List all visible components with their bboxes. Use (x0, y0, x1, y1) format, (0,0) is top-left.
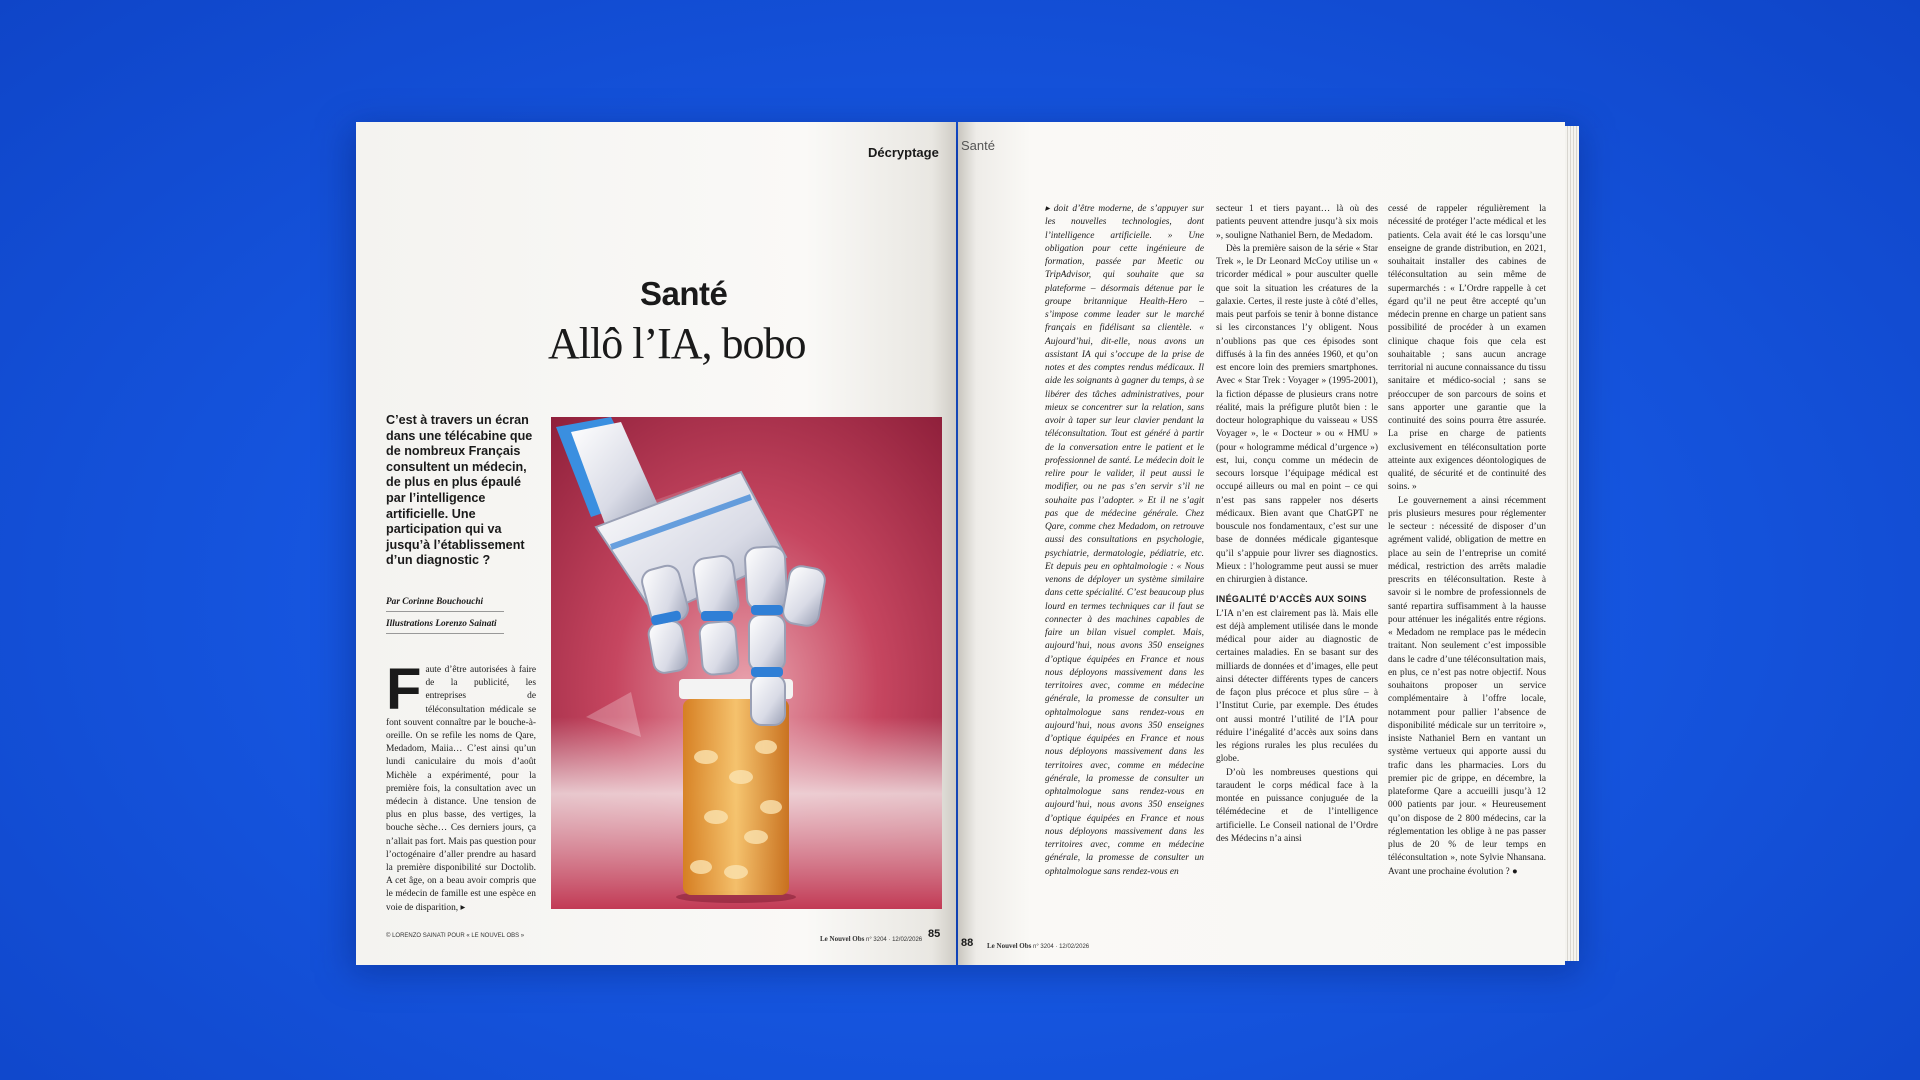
article-intro (386, 657, 536, 915)
byline: Par Corinne Bouchouchi (386, 597, 504, 612)
column-3-para-1: cessé de rappeler régulièrement la nécessité de protéger l’acte médical et les patients. Cela avait été le cas lorsqu’une enseigne de grande distribution, en 2021, souhaitait installer des cabines de téléconsultation au sein même de supermarchés : « L’Ordre rappelle à cet égard qu’il ne peut être accepté qu’un médecin prenne en charge un patient sans possibilité de procéder à un examen clinique chaque fois que cela est souhaitable ; sans aucun ancrage territorial ni aucune connaissance du tissu sanitaire et médico-social ; sans se préoccuper de son parcours de soins et sans apporter une garantie que la continuité des soins pourra être assurée. La prise en charge de patients exclusivement en téléconsultation porte atteinte aux exigences déontologiques de qualité, de sécurité et de continuité des soins. » (1388, 204, 1546, 493)
footer-left (820, 935, 922, 943)
column-2 (1216, 203, 1378, 846)
robot-hand-illustration (551, 417, 942, 909)
photo-credit: © LORENZO SAINATI POUR « LE NOUVEL OBS » (386, 933, 525, 939)
column-2-para-1: secteur 1 et tiers payant… là où des patients peuvent attendre jusqu’à six mois », souligne Nathaniel Bern, de Medadom. (1216, 204, 1378, 241)
kicker: Santé (640, 275, 728, 312)
footer-right (987, 942, 1089, 950)
footer-right-issue: n° 3204 · 12/02/2026 (1033, 944, 1090, 950)
headline: Allô l’IA, bobo (548, 319, 806, 368)
page-number-left: 85 (928, 928, 941, 940)
column-1-text: ▸ doit d’être moderne, de s’appuyer sur les nouvelles technologies, dont l’intelligence artificielle. » Une obligation pour cette ingénieure de formation, passée par Meetic ou TripAdvisor, qui souhaite que sa plateforme – désormais détenue par le groupe britannique Health-Hero – s’impose comme leader sur le marché français en fidélisant sa clientèle. « Aujourd’hui, dit-elle, nous avons un assistant IA qui s’occupe de la prise de notes et des comptes rendus médicaux. Il aide les soignants à gagner du temps, à se libérer des tâches administratives, pour mieux se concentrer sur la relation, sans avoir à taper sur leur clavier pendant la téléconsultation. Tout est généré à partir de la conversation entre le patient et le professionnel de santé. Le médecin doit le relire pour le valider, il peut aussi le modifier, ou ne pas s’en servir s’il ne souhaite pas l’adopter. » Et il ne s’agit pas que de médecine générale. Chez Qare, comme chez Medadom, on retrouve aussi des consultations en psychologie, psychiatrie, dermatologie, pédiatrie, etc. Et depuis peu en ophtalmologie : « Nous venons de déployer un système similaire dans cette spécialité. C’est beaucoup plus lourd en termes techniques car il faut se connecter à des machines capables de faire un bilan visuel complet. Mais, aujourd’hui, nous avons 350 enseignes d’optique équipées en France et nous nous déployons massivement dans les territoires avec, comme en médecine générale, la promesse de consulter un ophtalmologue sans rendez-vous en aujourd’hui, nous avons 350 enseignes d’optique équipées en France et nous nous déployons massivement dans les territoires avec, comme en médecine générale, la promesse de consulter un ophtalmologue sans rendez-vous en aujourd’hui, nous avons 350 enseignes d’optique équipées en France et nous nous déployons massivement dans les territoires avec, comme en médecine générale, la promesse de consulter un ophtalmologue sans rendez-vous en (1045, 204, 1204, 877)
footer-left-issue: n° 3204 · 12/02/2026 (866, 937, 923, 943)
drop-cap: F (386, 657, 422, 722)
column-3-para-2: Le gouvernement a ainsi récemment pris plusieurs mesures pour réglementer le secteur : nécessité de disposer d’un agrément validé, obligation de mettre en place au sein de l’entreprise un comité médical, restriction des arrêts maladie prescrits en téléconsultation. Reste à savoir si le nombre de professionnels de santé repartira suffisamment à la hausse pour atténuer les inégalités entre régions. « Medadom ne remplace pas le médecin traitant. Non seulement c’est impossible dans le cadre d’une téléconsultation mais, en plus, ce n’est pas notre objectif. Nous souhaitons proposer un service complémentaire à l’offre locale, notamment pour pallier l’absence de disponibilité médicale sur un territoire », insiste Nathaniel Bern en vantant un système vertueux qui apporte aussi du trafic dans les pharmacies. Lors du premier pic de grippe, en décembre, la plateforme Qare a accueilli jusqu’à 12 000 patients par jour. « Heureusement qu’on dispose de 2 800 médecins, car la réglementation les oblige à ne pas passer plus de 20 % de leur temps en téléconsultation », note Sylvie Nhansana. Avant une prochaine évolution ? ● (1388, 495, 1546, 877)
footer-left-brand: Le Nouvel Obs (820, 935, 865, 943)
intro-text: aute d’être autorisées à faire de la publicité, les entreprises de téléconsultation médicale se font souvent connaître par le bouche-à-oreille. On se refile les noms de Qare, Medadom, Maiia… C’est ainsi qu’un lundi caniculaire du mois d’août Michèle a expérimenté, pour la première fois, la consultation avec un médecin à distance. Une tension de plus en plus basse, des vertiges, la bouche sèche… Ces derniers jours, ça n’allait pas fort. Mais pas question pour l’octogénaire d’aller prendre au hasard la première disponibilité sur Doctolib. A cet âge, on a beau avoir compris que le médecin de famille est une espèce en voie de disparition, ▸ (386, 665, 536, 913)
column-2-para-4: D’où les nombreuses questions qui taraudent le corps médical face à la montée en puissance conjuguée de la télémédecine et de l’intelligence artificielle. Le Conseil national de l’Ordre des Médecins n’a ainsi (1216, 767, 1378, 844)
section-tag-right: Santé (961, 138, 995, 153)
section-tag: Décryptage (868, 145, 939, 160)
footer-right-brand: Le Nouvel Obs (987, 942, 1032, 950)
subheading: INÉGALITÉ D’ACCÈS AUX SOINS (1216, 594, 1367, 605)
column-3 (1388, 203, 1546, 879)
column-1 (1045, 203, 1204, 879)
column-2-para-2: Dès la première saison de la série « Star Trek », le Dr Leonard McCoy utilise un « tricorder médical » pour ausculter quelle que soit la situation les créatures de la galaxie. Certes, il reste juste à côté d’elles, mais peut parfois se tenir à bonne distance si les circonstances l’y obligent. Nous n’oublions pas que ces épisodes sont diffusés à la fin des années 1960, et qu’on est encore loin des premiers smartphones. Avec « Star Trek : Voyager » (1995-2001), la fiction dépasse de plusieurs crans notre réalité, mais la préfigure plutôt bien : le docteur holographique du vaisseau « USS Voyager », le « Docteur » ou « HMU » (pour « hologramme médical d’urgence ») est, lui, conçu comme un médecin de secours lorsque l’équipage médical est occupé ailleurs ou mal en point – ce qui n’est pas sans rappeler nos déserts médicaux. Bien avant que ChatGPT ne bouscule nos fondamentaux, c’est sur une base de données médicale gigantesque qu’il s’appuie pour livrer ses diagnostics. Mieux : l’hologramme peut aussi se muer en chirurgien à distance. (1216, 243, 1378, 585)
illustrator-credit: Illustrations Lorenzo Sainati (386, 619, 504, 634)
column-2-para-3: L’IA n’en est clairement pas là. Mais elle est déjà amplement utilisée dans le monde médical pour aider au diagnostic de certaines maladies. En se basant sur des milliards de données et d’images, elle peut ainsi détecter différents types de cancers de façon plus précoce et plus sûre – à l’Institut Curie, par exemple. Des études ont aussi montré l’utilité de l’IA pour réduire l’inégalité d’accès aux soins dans les régions rurales les plus reculées du globe. (1216, 608, 1378, 765)
page-edge-stack (1565, 126, 1579, 961)
page-number-right: 88 (961, 937, 974, 949)
standfirst: C’est à travers un écran dans une télécabine que de nombreux Français consultent un médecin, de plus en plus épaulé par l’intelligence artificielle. Une participation qui va jusqu’à l’établissement d’un diagnostic ? (386, 413, 533, 568)
